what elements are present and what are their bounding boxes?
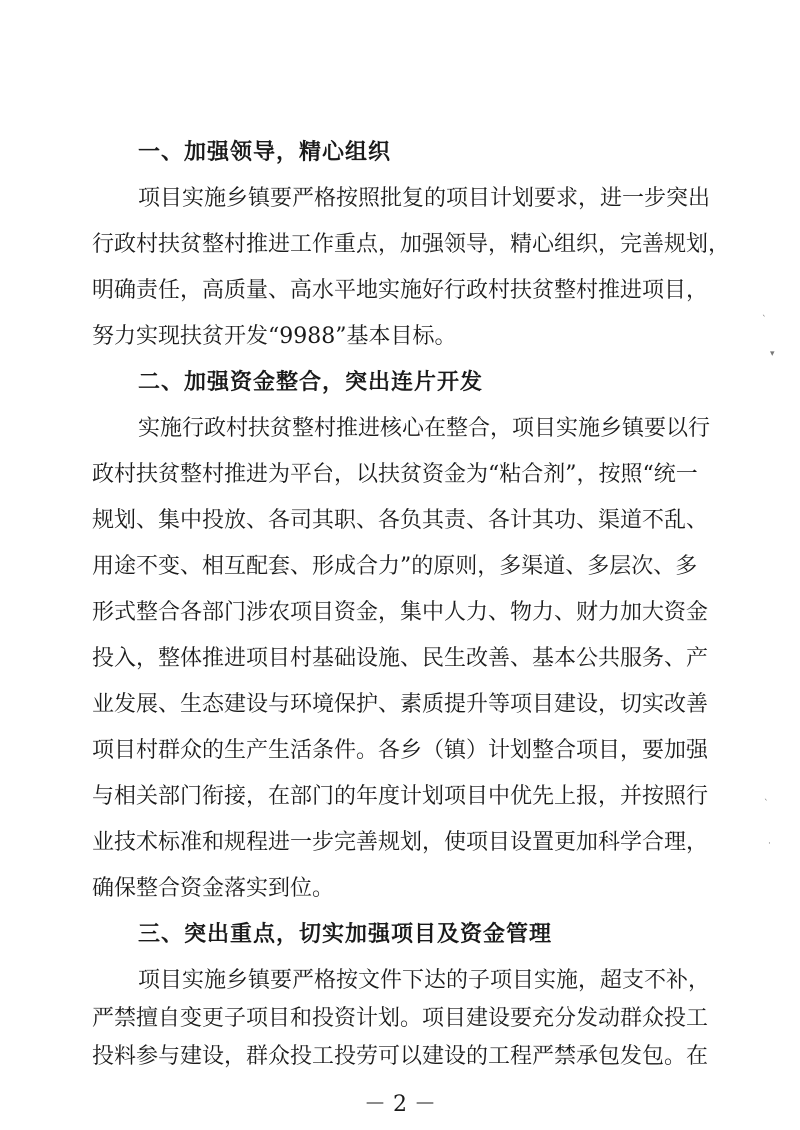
paragraph-line: 项目实施乡镇要严格按文件下达的子项目实施，超支不补， [138,968,711,993]
scan-speck: ▾ [770,349,775,359]
scan-speck: ˋ [762,315,767,325]
paragraph-line: 努力实现扶贫开发“9988”基本目标。 [92,324,457,349]
paragraph-line: 项目实施乡镇要严格按照批复的项目计划要求，进一步突出 [138,186,711,211]
paragraph-line: 投料参与建设，群众投工投劳可以建设的工程严禁承包发包。在 [92,1044,709,1069]
paragraph-line: 明确责任，高质量、高水平地实施好行政村扶贫整村推进项目， [92,278,709,303]
paragraph-line: 行政村扶贫整村推进工作重点，加强领导，精心组织，完善规划， [92,232,731,257]
paragraph-line: 与相关部门衔接，在部门的年度计划项目中优先上报，并按照行 [92,784,709,809]
section-3-heading: 三、突出重点，切实加强项目及资金管理 [138,922,553,947]
paragraph-line: 业发展、生态建设与环境保护、素质提升等项目建设，切实改善 [92,692,709,717]
paragraph-line: 确保整合资金落实到位。 [92,876,335,901]
paragraph-line: 形式整合各部门涉农项目资金，集中人力、物力、财力加大资金 [92,600,709,625]
paragraph-line: 投入，整体推进项目村基础设施、民生改善、基本公共服务、产 [92,646,709,671]
paragraph-line: 实施行政村扶贫整村推进核心在整合，项目实施乡镇要以行 [138,416,711,441]
paragraph-line: 规划、集中投放、各司其职、各负其责、各计其功、渠道不乱、 [92,508,709,533]
paragraph-line: 政村扶贫整村推进为平台，以扶贫资金为“粘合剂”，按照“统一 [92,462,698,487]
section-2-heading: 二、加强资金整合，突出连片开发 [138,370,484,395]
page-number: － 2 － [364,1092,436,1117]
section-1-heading: 一、加强领导，精心组织 [138,140,392,165]
paragraph-line: 项目村群众的生产生活条件。各乡（镇）计划整合项目，要加强 [92,738,709,763]
scan-speck: ˋ [764,799,769,809]
paragraph-line: 业技术标准和规程进一步完善规划，使项目设置更加科学合理， [92,830,709,855]
scan-speck: · [768,839,771,849]
paragraph-line: 严禁擅自变更子项目和投资计划。项目建设要充分发动群众投工 [92,1006,709,1031]
paragraph-line: 用途不变、相互配套、形成合力”的原则，多渠道、多层次、多 [92,554,698,579]
